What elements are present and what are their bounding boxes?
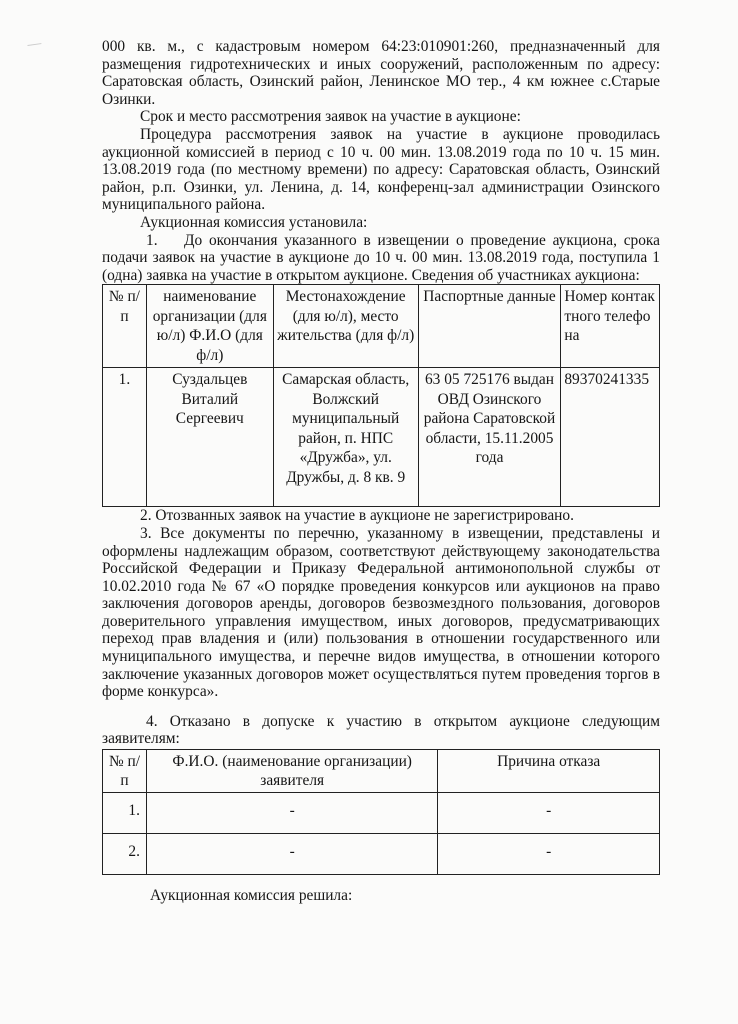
table-cell: 89370241335 bbox=[561, 368, 660, 507]
item-3: 3. Все документы по перечню, указанному в извещении, представлены и оформлены надлежащим образом, соответствуют действующему законодательства Российской Федерации и Приказу Федеральной антимонопольной службы от 10.02.2010 года № 67 «О порядке проведения конкурсов или аукционов на право заключения договоров аренды, договоров безвозмездного пользования, договоров доверительного управления имуществом, иных договоров, предусматривающих переход прав владения и (или) пользования в отношении государственного или муниципального имущества, и перечне видов имущества, в отношении которого заключение указанных договоров может осуществляться путем проведения торгов в форме конкурса». bbox=[102, 524, 660, 701]
table-row bbox=[103, 793, 660, 834]
scan-mark bbox=[27, 43, 42, 54]
spacer bbox=[102, 701, 660, 713]
header-cell: Местонахождение (для ю/л), место жительства (для ф/л) bbox=[273, 285, 418, 368]
header-cell: Ф.И.О. (наименование организации) заявителя bbox=[146, 750, 437, 793]
participants-table-header bbox=[103, 285, 660, 368]
header-cell: наименование организации (для ю/л) Ф.И.О (для ф/л) bbox=[146, 285, 273, 368]
table-cell: - bbox=[438, 834, 660, 875]
heading-decided: Аукционная комиссия решила: bbox=[150, 887, 353, 905]
table-cell: - bbox=[438, 793, 660, 834]
heading-established: Аукционная комиссия установила: bbox=[140, 213, 368, 231]
header-cell: Номер контактного телефона bbox=[561, 285, 660, 368]
table-cell: - bbox=[146, 834, 437, 875]
heading-terms: Срок и место рассмотрения заявок на участие в аукционе: bbox=[140, 108, 521, 126]
table-cell: Суздальцев Виталий Сергеевич bbox=[146, 368, 273, 507]
paragraph-procedure: Процедура рассмотрения заявок на участие в аукционе проводилась аукционной комиссией в период с 10 ч. 00 мин. 13.08.2019 года по 10 ч. 15 мин. 13.08.2019 года (по местному времени) по адресу: Саратовская область, Озинский район, р.п. Озинки, ул. Ленина, д. 14, конференц-зал администрации Озинского муниципального района. bbox=[102, 125, 660, 214]
item-2: 2. Отозванных заявок на участие в аукционе не зарегистрировано. bbox=[140, 507, 574, 525]
table-cell: 1. bbox=[103, 368, 147, 507]
participants-table bbox=[102, 284, 660, 507]
spacer bbox=[102, 875, 660, 887]
document-body bbox=[102, 38, 660, 905]
paragraph-intro: 000 кв. м., с кадастровым номером 64:23:010901:260, предназначенный для размещения гидротехнических и иных сооружений, расположенным по адресу: Саратовская область, Озинский район, Ленинское МО тер., 4 км южнее с.Старые Озинки. bbox=[102, 38, 660, 108]
item-1 bbox=[102, 232, 660, 285]
table-row bbox=[103, 834, 660, 875]
table-cell: 63 05 725176 выдан ОВД Озинского района Саратовской области, 15.11.2005 года bbox=[418, 368, 561, 507]
table-cell: 2. bbox=[103, 834, 147, 875]
table-cell: 1. bbox=[103, 793, 147, 834]
table-row bbox=[103, 368, 660, 507]
header-cell: № п/п bbox=[103, 750, 147, 793]
header-cell: Причина отказа bbox=[438, 750, 660, 793]
header-cell: № п/п bbox=[103, 285, 147, 368]
rejected-table bbox=[102, 749, 660, 875]
item-1-number: 1. bbox=[146, 231, 158, 249]
table-cell: Самарская область, Волжский муниципальный район, п. НПС «Дружба», ул. Дружбы, д. 8 кв. 9 bbox=[273, 368, 418, 507]
item-4: 4. Отказано в допуске к участию в открытом аукционе следующим заявителям: bbox=[102, 712, 660, 748]
item-1-text: До окончания указанного в извещении о проведение аукциона, срока подачи заявок на участие в аукционе до 10 ч. 00 мин. 13.08.2019 года, поступила 1 (одна) заявка на участие в открытом аукционе. Сведения об участниках аукциона: bbox=[102, 231, 660, 284]
table-cell: - bbox=[146, 793, 437, 834]
rejected-table-header bbox=[103, 750, 660, 793]
header-cell: Паспортные данные bbox=[418, 285, 561, 368]
